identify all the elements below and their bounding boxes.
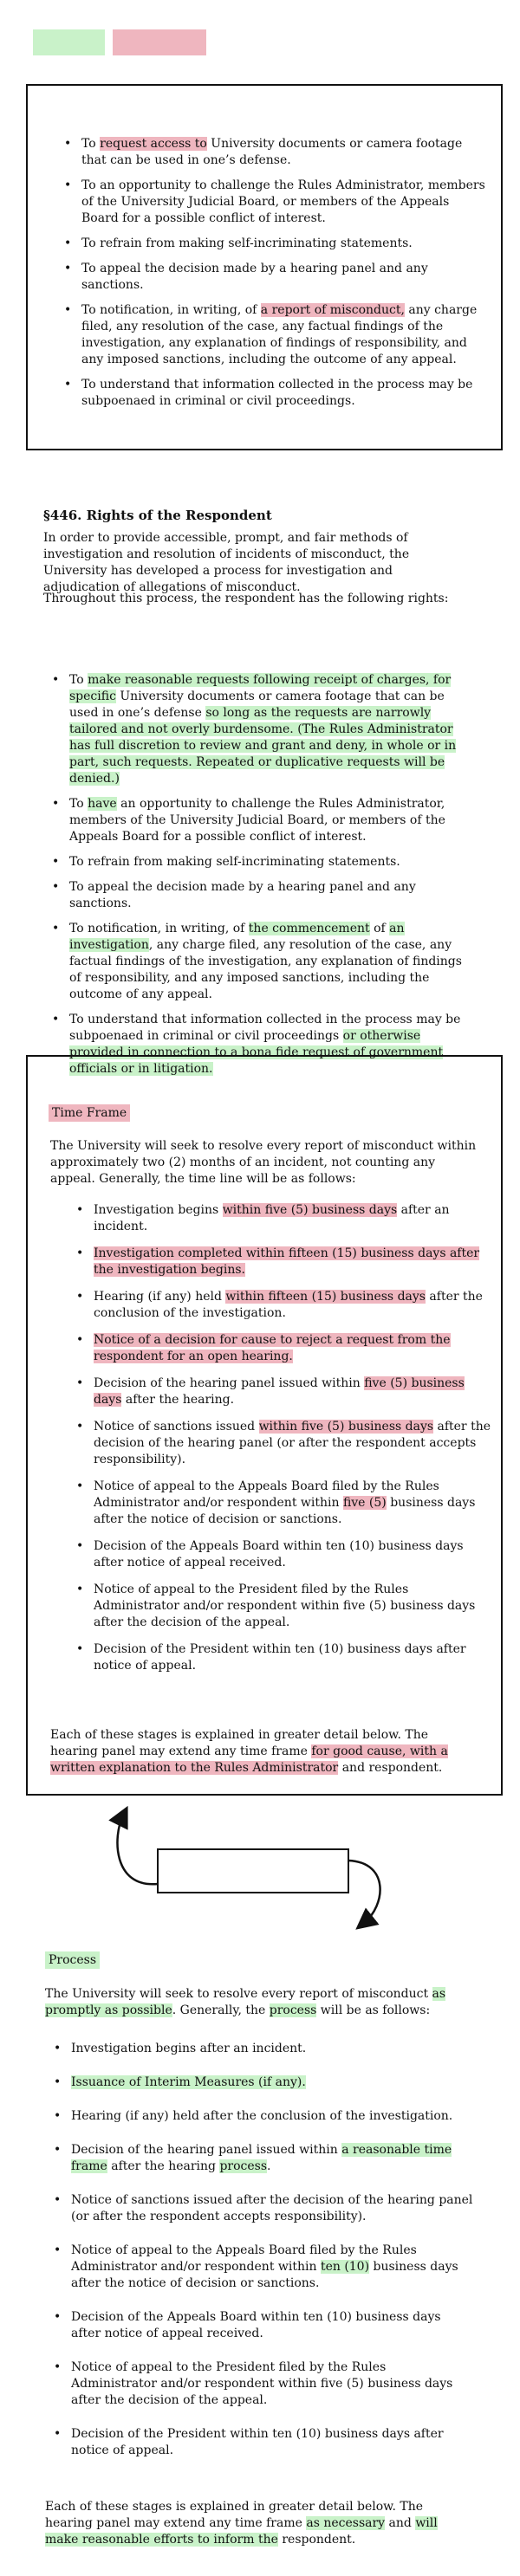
arrow-up	[117, 1815, 158, 1884]
list-item: • Notice of appeal to the Appeals Board filed by the Rules Administrator and/or respondent within five (5) business days after the notice of decision or sanctions.	[94, 1479, 492, 1528]
green-highlight: make reasonable requests following receipt of charges, for specific	[69, 673, 452, 703]
red-highlight: within fifteen (15) business days	[225, 1290, 426, 1304]
arrow-down	[348, 1861, 380, 1923]
green-highlight: process	[269, 2003, 317, 2017]
list-item: • Decision of the President within ten (10) business days after notice of appeal.	[94, 1641, 492, 1674]
list-item: • Decision of the Appeals Board within ten (10) business days after notice of appeal received.	[71, 2309, 474, 2342]
list-item: • To refrain from making self-incriminating statements.	[81, 236, 489, 252]
original-rights-list	[81, 136, 489, 418]
process-list	[71, 2041, 474, 2476]
red-highlight: Notice of a decision for cause to reject a request from the respondent for an open hearing.	[94, 1333, 451, 1363]
list-item: • Decision of the hearing panel issued within a reasonable time frame after the hearing process.	[71, 2142, 474, 2175]
list-item: • Decision of the Appeals Board within ten (10) business days after notice of appeal received.	[94, 1538, 492, 1571]
timeframe-box	[26, 1055, 503, 1796]
list-item: • To have an opportunity to challenge the Rules Administrator, members of the University Judicial Board, or members of the Appeals Board for a possible conflict of interest.	[69, 796, 477, 845]
green-highlight: a reasonable time frame	[71, 2143, 452, 2173]
rights-intro: In order to provide accessible, prompt, and fair methods of investigation and resolution of incidents of misconduct, the University has developed a process for investigation and adjudication of allegations of misconduct.	[43, 531, 410, 594]
list-item: • Investigation begins after an incident.	[71, 2041, 474, 2057]
red-highlight: a report of misconduct,	[260, 303, 405, 317]
list-item	[94, 1246, 492, 1278]
red-highlight: request access to	[100, 137, 207, 151]
red-highlight: within five (5) business days	[258, 1420, 434, 1434]
list-item: • Hearing (if any) held within fifteen (15) business days after the conclusion of the investigation.	[94, 1289, 492, 1322]
list-item: • To appeal the decision made by a hearing panel and any sanctions.	[81, 261, 489, 294]
timeframe-intro: The University will seek to resolve every report of misconduct within approximately two (2) months of an incident, not counting any appeal. Generally, the time line will be as follows:	[50, 1139, 477, 1186]
process-tag: Process	[45, 1951, 100, 1969]
timeframe-outro: Each of these stages is explained in greater detail below. The hearing panel may extend any time frame for good cause, with a written explanation to the Rules Administrator and respondent.	[50, 1728, 448, 1775]
list-item: • To appeal the decision made by a hearing panel and any sanctions.	[69, 879, 477, 912]
legend-chip-red	[113, 29, 206, 55]
legend-chip-green	[33, 29, 105, 55]
list-item: • Notice of appeal to the President filed by the Rules Administrator and/or respondent within five (5) business days after the decision of the appeal.	[71, 2359, 474, 2409]
list-item: • Notice of sanctions issued after the decision of the hearing panel (or after the respondent accepts responsibility).	[71, 2192, 474, 2225]
list-item	[94, 1332, 492, 1365]
timeframe-list	[94, 1202, 492, 1685]
red-highlight: five (5)	[342, 1496, 387, 1510]
list-item	[71, 2074, 474, 2091]
list-item: • Notice of sanctions issued within five (5) business days after the decision of the hearing panel (or after the respondent accepts responsibility).	[94, 1419, 492, 1468]
list-item: • Decision of the hearing panel issued within five (5) business days after the hearing.	[94, 1375, 492, 1408]
list-item: • To an opportunity to challenge the Rules Administrator, members of the University Judicial Board, or members of the Appeals Board for a possible conflict of interest.	[81, 178, 489, 227]
green-highlight: have	[88, 797, 117, 811]
original-rights-box	[26, 84, 503, 450]
red-highlight: for good cause, with a written explanation to the Rules Administrator	[50, 1744, 448, 1775]
process-outro: Each of these stages is explained in greater detail below. The hearing panel may extend any time frame as necessary and will make reasonable efforts to inform the respondent.	[45, 2500, 438, 2547]
rights-intro2: Throughout this process, the respondent has the following rights:	[43, 592, 449, 605]
red-highlight: five (5) business days	[94, 1376, 465, 1407]
rights-list	[69, 672, 477, 1086]
red-highlight: within five (5) business days	[222, 1203, 398, 1217]
process-intro: The University will seek to resolve every report of misconduct as promptly as possible. Generally, the process will be as follows:	[45, 1987, 446, 2017]
list-item: • To request access to University documents or camera footage that can be used in one’s defense.	[81, 136, 489, 169]
green-highlight: an investigation	[69, 922, 405, 952]
green-highlight: will make reasonable efforts to inform the	[45, 2516, 438, 2547]
green-highlight: the commencement	[248, 922, 370, 935]
list-item: • To notification, in writing, of a report of misconduct, any charge filed, any resolution of the case, any factual findings of the investigation, any explanation of findings of responsibility, and any imposed sanctions, including the outcome of any appeal.	[81, 302, 489, 368]
placeholder-box	[158, 1849, 348, 1893]
list-item: • Notice of appeal to the Appeals Board filed by the Rules Administrator and/or respondent within ten (10) business days after the notice of decision or sanctions.	[71, 2243, 474, 2292]
list-item: • To refrain from making self-incriminating statements.	[69, 854, 477, 871]
list-item: • To notification, in writing, of the commencement of an investigation, any charge filed, any resolution of the case, any factual findings of the investigation, any explanation of findings of responsibility, and any imposed sanctions, including the outcome of any appeal.	[69, 921, 477, 1003]
green-highlight: as promptly as possible	[45, 1987, 446, 2017]
green-highlight: as necessary	[306, 2516, 386, 2530]
list-item: • Investigation begins within five (5) business days after an incident.	[94, 1202, 492, 1235]
list-item: • To make reasonable requests following receipt of charges, for specific University documents or camera footage that can be used in one’s defense so long as the requests are narrowly tailored and not overly burdensome. (The Rules Administrator has full discretion to review and grant and deny, in whole or in part, such requests. Repeated or duplicative requests will be denied.)	[69, 672, 477, 787]
rights-heading: §446. Rights of the Respondent	[43, 508, 272, 523]
timeframe-tag: Time Frame	[49, 1104, 130, 1122]
red-highlight: Investigation completed within fifteen (15) business days after the investigation begins.	[94, 1246, 480, 1277]
list-item: • To understand that information collected in the process may be subpoenaed in criminal or civil proceedings or otherwise provided in connection to a bona fide request of government officials or in litigation.	[69, 1012, 477, 1078]
list-item: • Notice of appeal to the President filed by the Rules Administrator and/or respondent within five (5) business days after the decision of the appeal.	[94, 1582, 492, 1631]
list-item: • Hearing (if any) held after the conclusion of the investigation.	[71, 2108, 474, 2125]
list-item: • Decision of the President within ten (10) business days after notice of appeal.	[71, 2426, 474, 2459]
green-highlight: Issuance of Interim Measures (if any).	[71, 2075, 306, 2089]
green-highlight: so long as the requests are narrowly tailored and not overly burdensome. (The Rules Administrator has full discretion to review and grant and deny, in whole or in part, such requests. Repeated or duplicative requests will be denied.)	[69, 706, 457, 786]
green-highlight: or otherwise provided in connection to a bona fide request of government officials or in litigation.	[69, 1029, 444, 1076]
green-highlight: process	[219, 2159, 268, 2173]
list-item: • To understand that information collected in the process may be subpoenaed in criminal or civil proceedings.	[81, 377, 489, 410]
green-highlight: ten (10)	[320, 2260, 370, 2274]
flow-arrows	[104, 1802, 407, 1932]
